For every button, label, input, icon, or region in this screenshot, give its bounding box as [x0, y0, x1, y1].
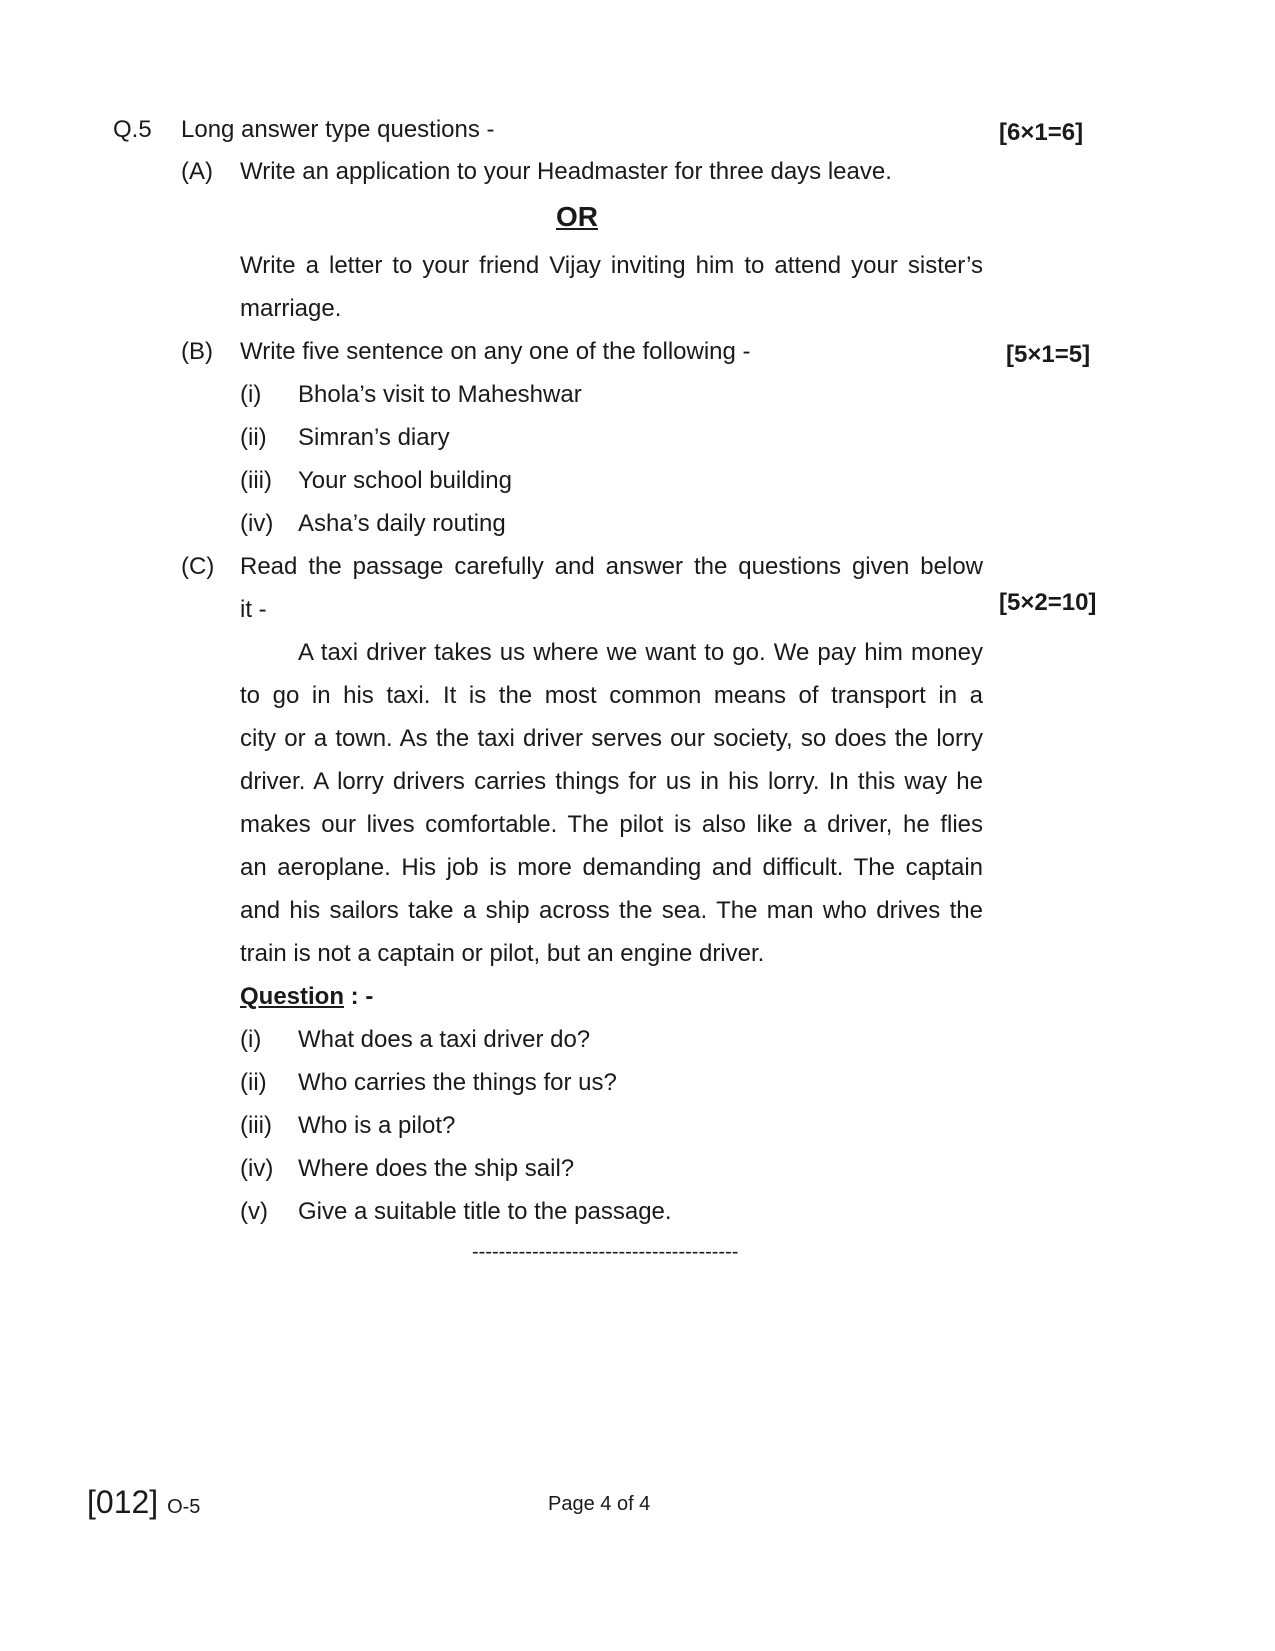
footer-code — [87, 1484, 200, 1521]
question-title: Long answer type questions - — [181, 116, 495, 143]
part-b-item-num: (ii) — [240, 424, 267, 451]
passage-line: city or a town. As the taxi driver serves our society, so does the lorry — [240, 725, 983, 752]
part-b-item-text: Asha’s daily routing — [298, 510, 506, 537]
question-text: Who carries the things for us? — [298, 1069, 617, 1096]
question-num: (ii) — [240, 1069, 267, 1096]
part-a-alt-line-2: marriage. — [240, 295, 342, 322]
question-text: What does a taxi driver do? — [298, 1026, 591, 1053]
part-a-alt-line-1: Write a letter to your friend Vijay inviting him to attend your sister’s — [240, 252, 983, 279]
end-rule: ---------------------------------------- — [472, 1241, 739, 1263]
question-text: Give a suitable title to the passage. — [298, 1198, 672, 1225]
question-text: Who is a pilot? — [298, 1112, 456, 1139]
question-heading-text: Question — [240, 983, 345, 1010]
part-b-marks: [5×1=5] — [1006, 341, 1091, 368]
part-b-label: (B) — [181, 338, 213, 365]
part-b-text: Write five sentence on any one of the following - — [240, 338, 751, 365]
passage-line: A taxi driver takes us where we want to go. We pay him money — [298, 639, 983, 666]
question-text: Where does the ship sail? — [298, 1155, 575, 1182]
part-b-item-text: Simran’s diary — [298, 424, 450, 451]
question-num: (v) — [240, 1198, 268, 1225]
part-b-item-num: (iv) — [240, 510, 274, 537]
paper-sub-code: O-5 — [167, 1496, 201, 1518]
question-heading-suffix: : - — [344, 983, 374, 1010]
part-a-text: Write an application to your Headmaster for three days leave. — [240, 158, 892, 185]
passage-line: to go in his taxi. It is the most common means of transport in a — [240, 682, 983, 709]
question-heading — [240, 983, 373, 1011]
part-b-item-text: Bhola’s visit to Maheshwar — [298, 381, 582, 408]
part-a-label: (A) — [181, 158, 213, 185]
question-number: Q.5 — [113, 116, 152, 143]
part-c-label: (C) — [181, 553, 215, 580]
part-b-item-num: (i) — [240, 381, 262, 408]
part-c-text-line-2: it - — [240, 596, 267, 623]
question-num: (i) — [240, 1026, 262, 1053]
passage-line: an aeroplane. His job is more demanding and difficult. The captain — [240, 854, 983, 881]
q5-marks: [6×1=6] — [999, 119, 1084, 146]
part-b-item-text: Your school building — [298, 467, 512, 494]
passage-line: and his sailors take a ship across the sea. The man who drives the — [240, 897, 983, 924]
passage-line: train is not a captain or pilot, but an engine driver. — [240, 940, 765, 967]
passage-line: makes our lives comfortable. The pilot is also like a driver, he flies — [240, 811, 983, 838]
passage-line: driver. A lorry drivers carries things for us in his lorry. In this way he — [240, 768, 983, 795]
part-b-item-num: (iii) — [240, 467, 272, 494]
part-c-text-line-1: Read the passage carefully and answer the questions given below — [240, 553, 983, 580]
part-c-marks: [5×2=10] — [999, 589, 1097, 616]
question-num: (iii) — [240, 1112, 272, 1139]
question-num: (iv) — [240, 1155, 274, 1182]
page-number: Page 4 of 4 — [548, 1493, 651, 1515]
paper-code: [012] — [87, 1484, 159, 1520]
or-heading: OR — [556, 201, 598, 232]
